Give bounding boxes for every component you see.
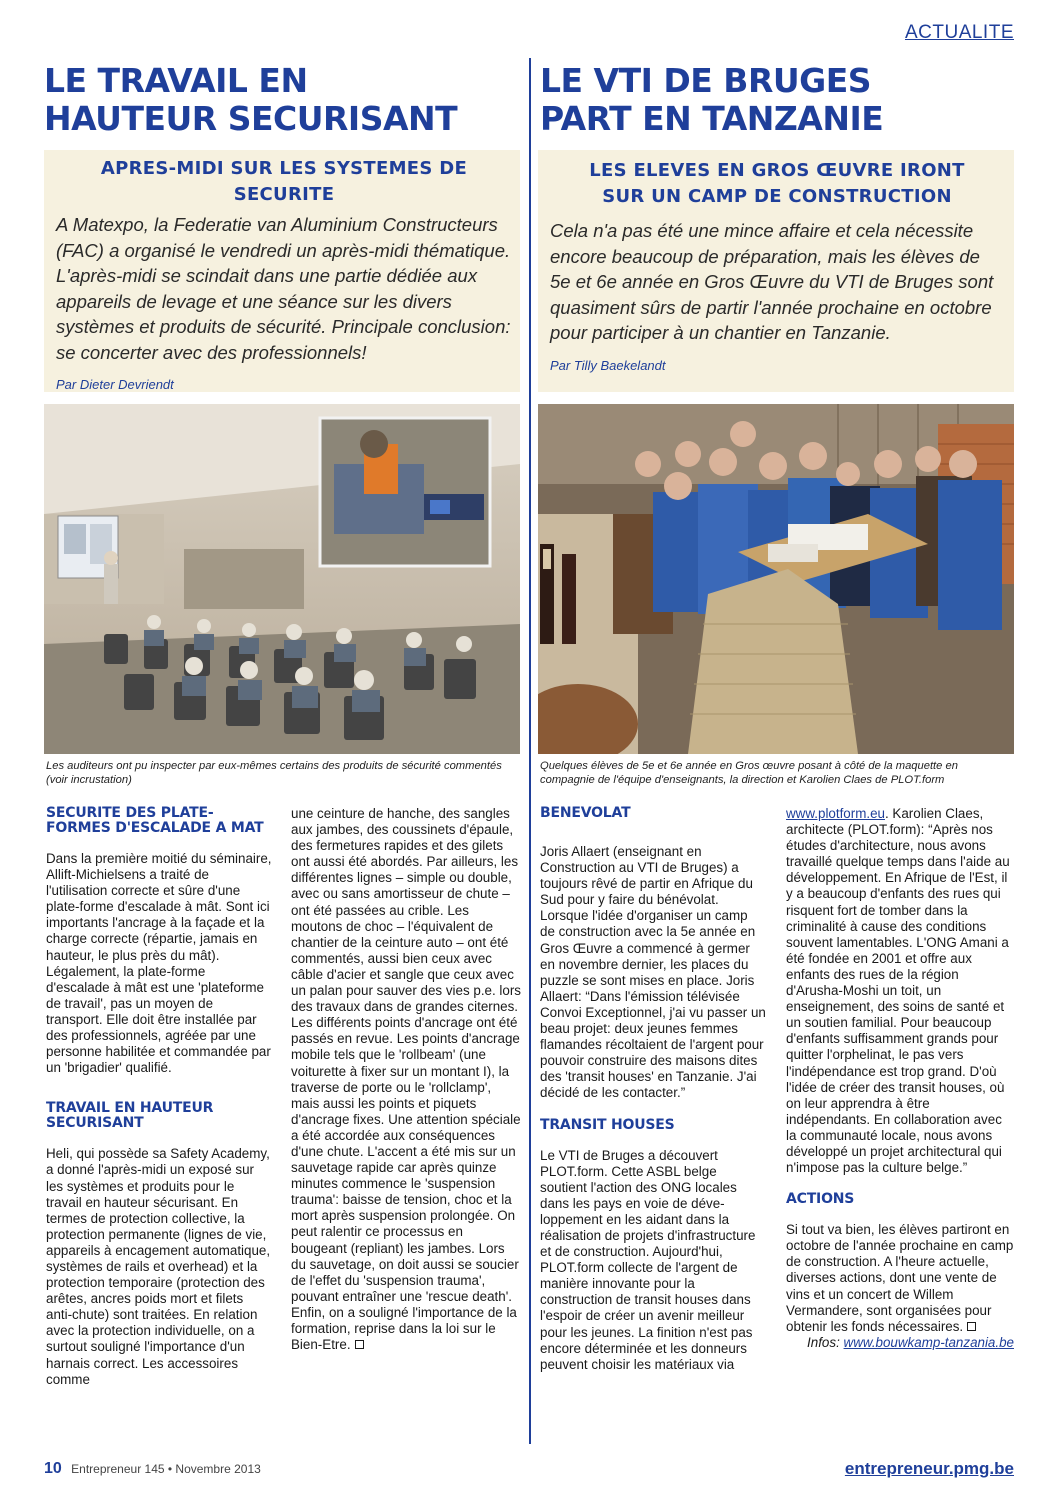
right-paragraph-3: . Karolien Claes, architecte (PLOT.form): “Après nos études d'architecture, nous avons travaillé quelque temps dans l'aide au développement. En Afrique de l'Est, il y a beaucoup d'enfants des rues qui risquent fort de tomber dans la criminalité à cause des conditions souvent lamentables. L'ONG Amani a été fondée en 2001 et offre aux enfants des rues de la région d'Arusha-Moshi un toit, un enseignement, des soins de santé et un soutien familial. Pour beaucoup d'enfants suffisamment grands pour quitter l'orphelinat, le pas vers l'indépendance est trop grand. D'où l'idée de créer des transit houses, où on leur apprendra à être indépendants. En collaboration avec la communauté locale, nous avons développé un projet architectural qui n'impose pas la culture belge.” <box>786 806 1010 1176</box>
end-of-article-mark <box>355 1340 364 1349</box>
left-subhead-2: TRAVAIL EN HAUTEUR SECURISANT <box>46 1100 214 1132</box>
right-subtitle-line-2: SUR UN CAMP DE CONSTRUCTION <box>602 186 952 207</box>
footer-left <box>44 1460 261 1478</box>
column-divider <box>529 58 531 1444</box>
right-paragraph-2: Le VTI de Bruges a découvert PLOT.form. Cette ASBL belge soutient l'action des ONG locales dans les pays en voie de développement en les aidant dans la réalisation de projets d'infrastructure et de construction. Aujourd'hui, PLOT.form collecte de l'argent de manière innovante pour la construction de transit houses dans l'espoir de créer un avenir meilleur pour les jeunes. La finition n'est pas encore déterminée et les donneurs peuvent choisir les matériaux via <box>540 1147 756 1372</box>
left-lead-box <box>44 150 520 392</box>
right-title-line-1: LE VTI DE BRUGES <box>540 61 872 100</box>
right-title-line-2: PART EN TANZANIE <box>540 99 884 138</box>
seminar-photo-illustration <box>44 404 520 754</box>
plotform-link[interactable]: www.plotform.eu <box>786 806 885 821</box>
right-body-col-2 <box>786 806 1014 1351</box>
seminar-photo <box>44 404 520 754</box>
left-title-line-2: HAUTEUR SECURISANT <box>44 99 458 138</box>
end-of-article-mark-right <box>967 1322 976 1331</box>
right-subtitle <box>550 158 1004 210</box>
left-photo-caption: Les auditeurs ont pu inspecter par eux-mêmes certains des produits de sécurité commentés (voir incrustation) <box>46 760 502 786</box>
right-body-col-1 <box>540 806 766 1373</box>
right-lead: Cela n'a pas été une mince affaire et cela nécessite encore beaucoup de préparation, mais les élèves de 5e et 6e année en Gros Œuvre du VTI de Bruges sont quasiment sûrs de partir l'année prochaine en octobre pour participer à un chantier en Tanzanie. <box>550 220 994 343</box>
right-lead-box <box>538 150 1014 392</box>
left-body-col-1 <box>46 806 272 1388</box>
left-lead: A Matexpo, la Federatie van Aluminium Constructeurs (FAC) a organisé le vendredi un après-midi thématique. L'après-midi se scindait dans une partie dédiée aux appareils de levage et une séance sur les divers systèmes et produits de sécurité. Principale conclusion: se concerter avec des professionnels! <box>56 214 511 363</box>
right-paragraph-1: Joris Allaert (enseignant en Construction au VTI de Bruges) a toujours rêvé de partir en Afrique du Sud pour y faire du bénévolat. Lorsque l'idée d'organiser un camp de construction avec la 5e année en Gros Œuvre a commencé à germer en novembre dernier, les places du puzzle se sont mises en place. Joris Allaert: “Dans l'émission télévisée Convoi Exceptionnel, j'ai vu passer un beau projet: deux jeunes femmes flamandes récoltaient de l'argent pour pouvoir construire des maisons dites des 'transit houses' en Tanzanie. J'ai décidé de les contacter.” <box>540 844 766 1101</box>
left-title-line-1: LE TRAVAIL EN <box>44 61 308 100</box>
left-paragraph-1: Dans la première moitié du séminaire, Allift-Michielsens a traité de l'utilisation correcte et sûre d'une plate-forme d'escalade à mât. Sont ici importants l'ancrage à la façade et la charge correcte (répartie, jamais en hauteur, le plus près du mât). Légalement, la plate-forme d'escalade à mât est une 'plateforme de travail', pas un moyen de transport. Elle doit être installée par des professionnels, agréée par une personne habilitée et commandée par un 'brigadier' qualifié. <box>46 851 272 1076</box>
left-paragraph-2: Heli, qui possède sa Safety Academy, a donné l'après-midi un exposé sur les systèmes et produits pour le travail en hauteur sécurisant. En termes de protection collective, la protection permanente (lignes de vie, appareils à encagement automatique, systèmes de rails et overhead) et la protection temporaire (protection des arêtes, ancres poids mort et filets anti-chute) sont traitées. En relation avec la protection individuelle, on a surtout souligné l'importance d'un harnais correct. Les accessoires comme <box>46 1146 271 1387</box>
students-photo <box>538 404 1014 754</box>
right-subhead-2: TRANSIT HOUSES <box>540 1116 675 1133</box>
right-subhead-3: ACTIONS <box>786 1191 855 1208</box>
issue-info: Entrepreneur 145 • Novembre 2013 <box>71 1462 261 1476</box>
left-article-title <box>44 62 514 138</box>
left-body-col-2 <box>291 806 521 1353</box>
right-paragraph-4: Si tout va bien, les élèves partiront en octobre de l'année prochaine en camp de construction. A l'heure actuelle, diverses actions, dont une vente de vins et un concert de Willem Vermandere, sont organisées pour obtenir les fonds nécessaires. <box>786 1222 1014 1334</box>
section-tag[interactable]: ACTUALITE <box>904 22 1014 43</box>
right-subtitle-line-1: LES ELEVES EN GROS ŒUVRE IRONT <box>589 160 965 181</box>
left-subtitle: APRES-MIDI SUR LES SYSTEMES DE SECURITE <box>100 158 468 205</box>
students-photo-illustration <box>538 404 1014 754</box>
right-subhead-1: BENEVOLAT <box>540 805 631 821</box>
right-photo-caption: Quelques élèves de 5e et 6e année en Gros œuvre posant à côté de la maquette en compagnie de l'équipe d'enseignants, la direction et Karolien Claes de PLOT.form <box>540 760 958 786</box>
right-article-title <box>540 62 1020 138</box>
infos-label: Infos: <box>807 1334 840 1350</box>
right-byline: Par Tilly Baekelandt <box>550 357 666 373</box>
left-byline: Par Dieter Devriendt <box>56 377 174 392</box>
page-number: 10 <box>44 1460 62 1477</box>
left-subhead-1: SECURITE DES PLATE-FORMES D'ESCALADE A MAT <box>46 805 264 836</box>
site-link[interactable]: entrepreneur.pmg.be <box>844 1459 1014 1478</box>
bouwkamp-link[interactable]: www.bouwkamp-tanzania.be <box>843 1334 1014 1350</box>
left-paragraph-3: une ceinture de hanche, des sangles aux jambes, des coussinets d'épaule, des fermetures rapides et des gilets ont aussi été abordés. Par ailleurs, les différentes lignes – simple ou double, avec ou sans amortisseur de chute – ont été passées au crible. Les moutons de choc – l'équivalent de chantier de la ceinture auto – ont été commentés, aussi bien ceux avec câble d'acier et sangle que ceux avec un palan pour sauver des vies p.e. lors des travaux dans de grandes citernes. Les différents points d'ancrage ont été passés en revue. Les points d'ancrage mobile tels que le 'rollbeam' (une voiturette à fixer sur un montant I), la traverse de porte ou le 'rollclamp', mais aussi les points et piquets d'ancrage fixes. Une attention spéciale a été accordée aux conséquences d'une chute. L'accent a été mis sur un sauvetage rapide car après quinze minutes commence le 'suspension trauma': baisse de tension, choc et la mort après suspension prolongée. On peut ralentir ce processus en bougeant (repliant) les jambes. Lors du sauvetage, on doit aussi se soucier de l'effet du 'suspension trauma', pouvant entraîner une 'rescue death'. Enfin, on a souligné l'importance de la formation, reprise dans la loi sur le Bien-Etre. <box>291 806 522 1353</box>
